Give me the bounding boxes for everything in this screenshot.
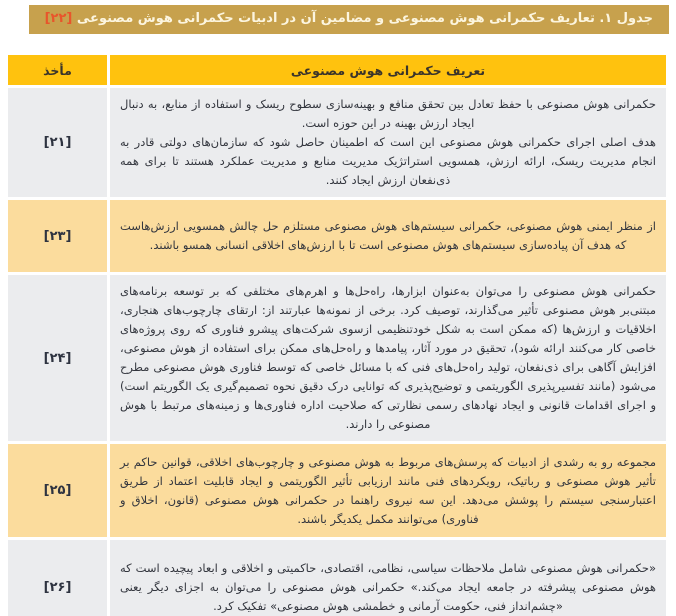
header-definition: تعریف حکمرانی هوش مصنوعی (110, 55, 666, 85)
definition-cell (110, 88, 666, 197)
source-cell: [۲۶] (8, 540, 107, 616)
table-caption (29, 5, 669, 34)
definition-paragraph: حکمرانی هوش مصنوعی با حفظ تعادل بین تحقق منافع و بهینه‌سازی سطوح ریسک و استفاده از منابع، به دنبال ایجاد ارزش بهینه در این حوزه است. (120, 97, 656, 130)
definition-cell (110, 540, 666, 616)
definition-paragraph: «حکمرانی هوش مصنوعی شامل ملاحظات سیاسی، نظامی، اقتصادی، حاکمیتی و اخلاقی و ابعاد پیچیده است که هوش مصنوعی پیشرفته در جامعه ایجاد می‌کند.» حکمرانی هوش مصنوعی را می‌توان به اجزای دیگر یعنی «چشم‌انداز فنی، حکومت آرمانی و خطمشی هوش مصنوعی» تفکیک کرد. (120, 561, 656, 613)
source-cell: [۲۳] (8, 200, 107, 272)
definition-cell (110, 444, 666, 537)
table-caption-row (0, 0, 676, 34)
source-cell: [۲۱] (8, 88, 107, 197)
definition-paragraph: هدف اصلی اجرای حکمرانی هوش مصنوعی این است که اطمینان حاصل شود که سازمان‌های دولتی قادر به انجام مدیریت ریسک، ارائه ارزش، همسویی استراتژیک مدیریت منابع و مدیریت عملکرد هستند تا برای همه ذی‌نفعان ارزش ایجاد کنند. (120, 135, 656, 187)
header-source: مأخذ (8, 55, 107, 85)
table-caption-reference: [۲۲] (44, 11, 73, 26)
definition-paragraph: مجموعه رو به رشدی از ادبیات که پرسش‌های مربوط به هوش مصنوعی و چارچوب‌های اخلاقی، قوانین حاکم بر تأثیر هوش مصنوعی و رباتیک، رویکردهای فنی مانند ارزیابی تأثیر الگوریتمی و ایجاد قابلیت اعتماد از طریق اعتبارسنجی سیستم را پوشش می‌دهد. این سه نیروی راهنما در حکمرانی هوش مصنوعی (قانون، اخلاق و فناوری) می‌توانند مکمل یکدیگر باشند. (120, 454, 656, 526)
definition-cell (110, 200, 666, 272)
definition-paragraph: از منظر ایمنی هوش مصنوعی، حکمرانی سیستم‌های هوش مصنوعی مستلزم حل چالش همسویی ارزش‌هاست که هدف آن پیاده‌سازی سیستم‌های هوش مصنوعی است تا با ارزش‌های اخلاقی انسانی همسو باشند. (120, 219, 656, 252)
definition-cell (110, 275, 666, 441)
definition-paragraph: حکمرانی هوش مصنوعی را می‌توان به‌عنوان ابزارها، راه‌حل‌ها و اهرم‌های مختلفی که بر توسعه برنامه‌های مبتنی‌بر هوش مصنوعی تأثیر می‌گذارند، توصیف کرد. برخی از نمونه‌ها عبارتند از: ارتقای چارچوب‌های هنجاری، اخلاقیات و ارزش‌ها (که ممکن است به شکل خودتنظیمی ازسوی شرکت‌های پیشرو فناوری که روی پروژه‌های خاصی کار می‌کنند ارائه شود)، تحقیق در مورد آثار، پیامدها و راه‌حل‌های ممکن برای استفاده از هوش مصنوعی، افزایش آگاهی برای ذی‌نفعان، تولید راه‌حل‌های فنی که با مسائل خاصی که توسط فناوری هوش مصنوعی مطرح می‌شود (مانند تفسیرپذیری الگوریتمی و توضیح‌پذیری که توانایی درک دقیق نحوه تصمیم‌گیری یک الگوریتم است) و اجرای اقدامات قانونی و ایجاد نهادهای رسمی نظارتی که صلاحیت اداره فناوری‌ها و زمینه‌های مرتبط با هوش مصنوعی را دارند. (120, 284, 656, 431)
source-cell: [۲۴] (8, 275, 107, 441)
source-cell: [۲۵] (8, 444, 107, 537)
definitions-table (8, 55, 666, 616)
table-caption-text: جدول ۱. تعاریف حکمرانی هوش مصنوعی و مضامین آن در ادبیات حکمرانی هوش مصنوعی (76, 11, 653, 26)
